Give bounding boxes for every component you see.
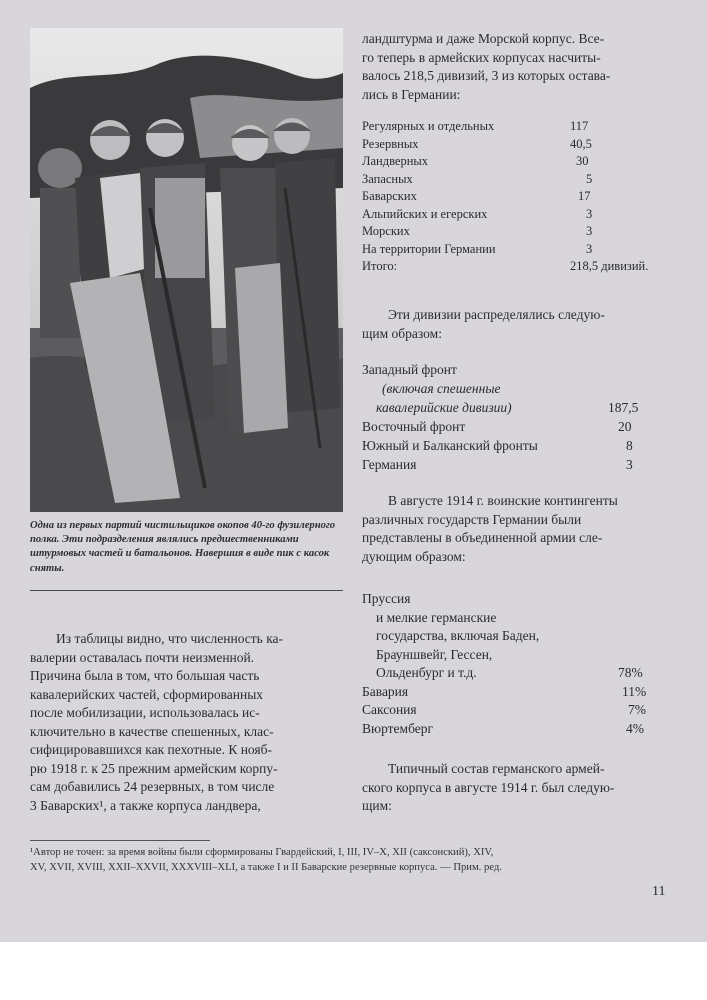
footnote-line: ¹Автор не точен: за время войны были сформированы Гвардейский, I, III, IV–X, XII (саксонский), XIV, bbox=[30, 847, 494, 858]
text-line: ского корпуса в августе 1914 г. был следую- bbox=[362, 779, 615, 795]
footnote-line: XV, XVII, XVIII, XXII–XXVII, XXXVIII–XLI, а также I и II Баварские резервные корпуса. — Прим. ред. bbox=[30, 862, 502, 873]
text-line: го теперь в армейских корпусах насчиты- bbox=[362, 49, 601, 65]
text-line: рю 1918 г. к 25 прежним армейским корпу- bbox=[30, 760, 278, 776]
divisions-table bbox=[362, 118, 672, 276]
table-row bbox=[362, 223, 672, 241]
row-label: Восточный фронт bbox=[362, 419, 466, 434]
row-value: 30 bbox=[576, 154, 589, 168]
table-row bbox=[362, 646, 672, 665]
row-value: 7% bbox=[628, 702, 646, 717]
text-line: щим: bbox=[362, 798, 392, 813]
table-row bbox=[362, 436, 672, 455]
row-label: Брауншвейг, Гессен, bbox=[376, 646, 493, 662]
row-value: 40,5 bbox=[570, 136, 592, 151]
row-label: Вюртемберг bbox=[362, 720, 434, 736]
row-value: 3 bbox=[586, 241, 593, 256]
row-label: (включая спешенные bbox=[382, 381, 501, 396]
table-row bbox=[362, 360, 672, 379]
text-line: Типичный состав германского армей- bbox=[388, 761, 605, 776]
table-row bbox=[362, 590, 672, 609]
row-label: Баварских bbox=[362, 189, 417, 203]
text-line: лись в Германии: bbox=[362, 86, 461, 102]
row-label: Морских bbox=[362, 224, 410, 238]
text-line: представлены в объединенной армии сле- bbox=[362, 530, 603, 545]
row-label: Запасных bbox=[362, 171, 413, 186]
row-label: Итого: bbox=[362, 259, 398, 273]
table-row bbox=[362, 118, 672, 136]
table-row bbox=[362, 455, 672, 474]
table-row bbox=[362, 398, 672, 417]
table-row bbox=[362, 417, 672, 436]
left-paragraph bbox=[30, 630, 348, 815]
photo-caption: Одна из первых партий чистильщиков окопов 40-го фузилерного полка. Эти подразделения являлись предшественниками штурмовых частей и батальонов. Навершия в виде пик с касок сняты. bbox=[30, 520, 336, 574]
photo-soldiers-icon bbox=[30, 28, 343, 512]
footnote-divider bbox=[30, 840, 210, 841]
row-value: 3 bbox=[586, 206, 593, 221]
table-row bbox=[362, 136, 672, 154]
text-line: Эти дивизии распределялись следую- bbox=[388, 307, 605, 322]
fronts-table bbox=[362, 360, 672, 474]
row-label: Южный и Балканский фронты bbox=[362, 438, 538, 453]
row-value: 3 bbox=[586, 224, 593, 238]
row-value: 218,5 дивизий. bbox=[570, 259, 649, 273]
row-label: Ольденбург и т.д. bbox=[376, 665, 477, 680]
row-label: Ландверных bbox=[362, 154, 429, 168]
row-label: Резервных bbox=[362, 136, 419, 151]
right-intro-paragraph bbox=[362, 30, 672, 104]
text-line: валерии оставалась почти неизменной. bbox=[30, 649, 255, 665]
corps-intro-paragraph bbox=[362, 760, 672, 816]
row-label: Германия bbox=[362, 457, 417, 472]
row-label: и мелкие германские bbox=[376, 609, 497, 625]
table-row bbox=[362, 683, 672, 702]
text-line: ландштурма и даже Морской корпус. Все- bbox=[362, 31, 605, 46]
distribution-intro-paragraph bbox=[362, 306, 672, 343]
table-row bbox=[362, 241, 672, 259]
table-row bbox=[362, 188, 672, 206]
contingents-intro-paragraph bbox=[362, 492, 672, 566]
row-label: Западный фронт bbox=[362, 362, 457, 377]
row-value: 20 bbox=[618, 419, 632, 434]
row-value: 3 bbox=[626, 457, 633, 472]
text-line: валось 218,5 дивизий, 3 из которых остава- bbox=[362, 68, 611, 83]
table-row bbox=[362, 720, 672, 739]
table-row bbox=[362, 258, 672, 276]
row-label: Бавария bbox=[362, 683, 409, 699]
text-line: 3 Баварских¹, а также корпуса ландвера, bbox=[30, 797, 261, 813]
row-value: 187,5 bbox=[608, 400, 639, 415]
row-value: 11% bbox=[622, 683, 647, 699]
table-row bbox=[362, 153, 672, 171]
text-line: Причина была в том, что большая часть bbox=[30, 668, 260, 683]
row-value: 5 bbox=[586, 171, 593, 186]
row-value: 4% bbox=[626, 720, 644, 736]
footnote bbox=[30, 845, 680, 875]
row-label: Альпийских и егерских bbox=[362, 206, 488, 221]
row-value: 17 bbox=[578, 189, 591, 203]
table-row bbox=[362, 379, 672, 398]
text-line: щим образом: bbox=[362, 325, 442, 341]
row-value: 8 bbox=[626, 438, 633, 453]
table-row bbox=[362, 206, 672, 224]
row-label: Регулярных и отдельных bbox=[362, 119, 495, 133]
text-line: кавалерийских частей, сформированных bbox=[30, 686, 264, 702]
table-row bbox=[362, 627, 672, 646]
row-value: 78% bbox=[618, 665, 643, 680]
caption-divider bbox=[30, 590, 343, 591]
contingents-table bbox=[362, 590, 672, 738]
table-row bbox=[362, 701, 672, 720]
text-line: Из таблицы видно, что численность ка- bbox=[56, 631, 284, 646]
text-line: дующим образом: bbox=[362, 548, 466, 564]
row-label: Пруссия bbox=[362, 591, 411, 606]
row-label: кавалерийские дивизии) bbox=[376, 400, 512, 415]
text-line: В августе 1914 г. воинские контингенты bbox=[388, 493, 618, 508]
page-number: 11 bbox=[652, 884, 666, 899]
table-row bbox=[362, 171, 672, 189]
table-row bbox=[362, 609, 672, 628]
text-line: различных государств Германии были bbox=[362, 511, 582, 527]
text-line: ключительно в качестве спешенных, клас- bbox=[30, 723, 274, 739]
text-line: после мобилизации, использовалась ис- bbox=[30, 705, 260, 720]
table-row bbox=[362, 664, 672, 683]
text-line: сам добавились 24 резервных, в том числе bbox=[30, 779, 275, 794]
photo-soldiers bbox=[30, 28, 343, 512]
row-label: государства, включая Баден, bbox=[376, 628, 540, 643]
row-value: 117 bbox=[570, 119, 589, 133]
text-line: сифицировавшихся как пехотные. К нояб- bbox=[30, 742, 272, 757]
row-label: Саксония bbox=[362, 702, 417, 717]
row-label: На территории Германии bbox=[362, 241, 496, 256]
